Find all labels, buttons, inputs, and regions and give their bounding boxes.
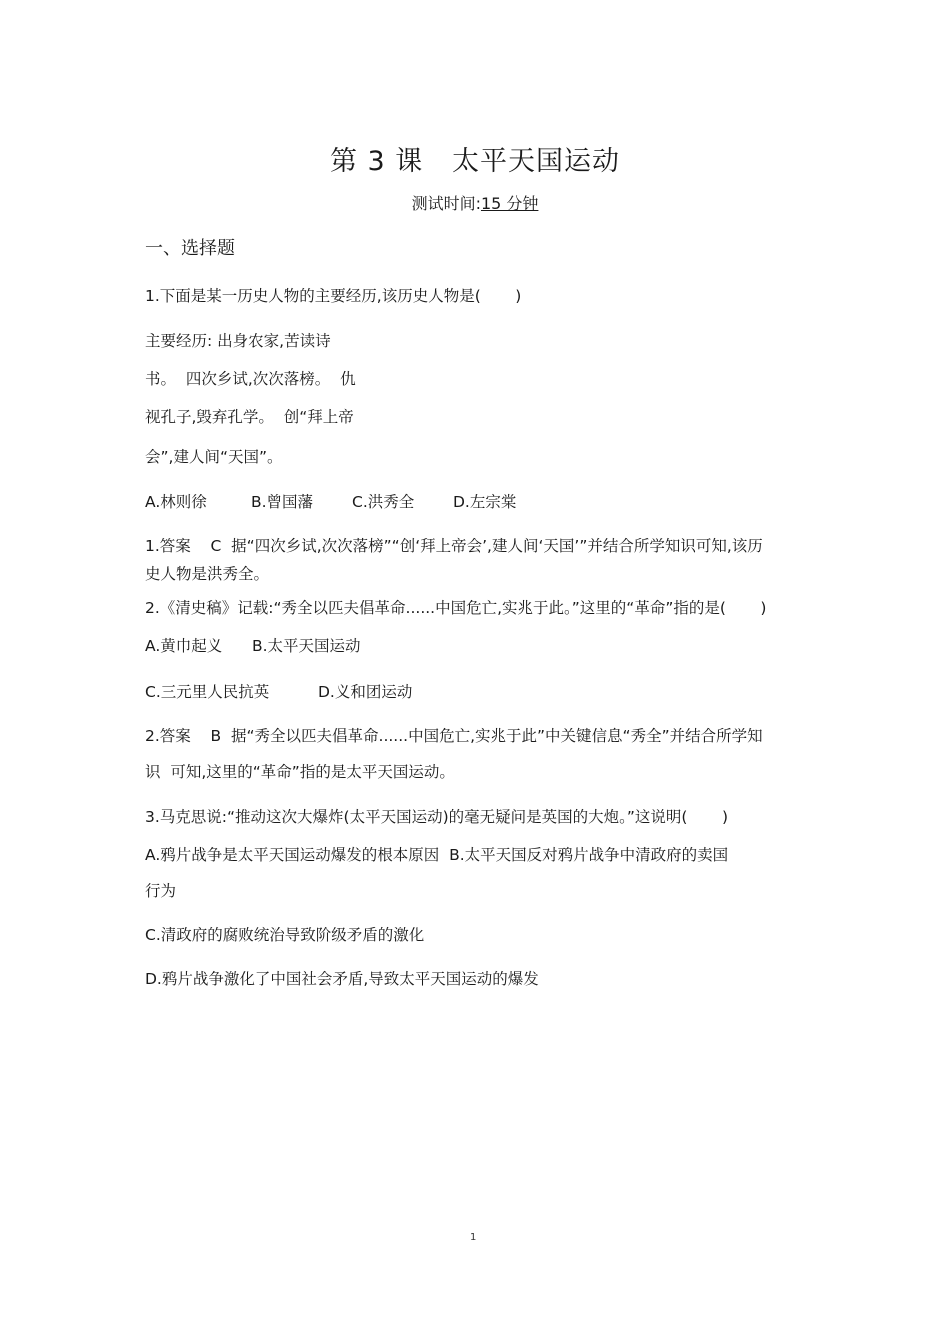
- question-2-answer-cont: 识 可知,这里的“革命”指的是太平天国运动。: [145, 763, 455, 781]
- question-2-stem: 2.《清史稿》记载:“秀全以匹夫倡革命......中国危亡,实兆于此。”这里的“革命”指的是( ): [145, 599, 767, 617]
- page-title: 第 3 课 太平天国运动: [329, 146, 621, 177]
- question-1-answer: 1.答案 C 据“四次乡试,次次落榜”“创‘拜上帝会’,建人间‘天国’”并结合所学知识可知,该历: [145, 537, 763, 555]
- question-1-option-a: A.林则徐: [145, 493, 207, 511]
- test-time: [0, 191, 950, 214]
- question-2-option-a: A.黄巾起义: [145, 637, 223, 655]
- question-3-option-a-b: A.鸦片战争是太平天国运动爆发的根本原因 B.太平天国反对鸦片战争中清政府的卖国: [145, 846, 729, 864]
- question-1-context-line: 会”,建人间“天国”。: [145, 448, 283, 466]
- question-1-option-d: D.左宗棠: [453, 493, 517, 511]
- question-2-option-d: D.义和团运动: [318, 683, 413, 701]
- question-2-option-b: B.太平天国运动: [252, 637, 361, 655]
- section-title: 一、选择题: [145, 238, 235, 259]
- question-3-option-c: C.清政府的腐败统治导致阶级矛盾的激化: [145, 926, 425, 944]
- question-2-option-c: C.三元里人民抗英: [145, 683, 270, 701]
- question-1-context-line: 主要经历: 出身农家,苦读诗: [145, 332, 331, 350]
- question-1-option-c: C.洪秀全: [352, 493, 415, 511]
- page-number: 1: [470, 1232, 477, 1243]
- question-2-answer: 2.答案 B 据“秀全以匹夫倡革命......中国危亡,实兆于此”中关键信息“秀全”并结合所学知: [145, 727, 763, 745]
- question-3-stem: 3.马克思说:“推动这次大爆炸(太平天国运动)的毫无疑问是英国的大炮。”这说明( ): [145, 808, 729, 826]
- question-3-option-b-cont: 行为: [145, 882, 177, 900]
- test-time-label: 测试时间:: [411, 194, 481, 213]
- question-3-option-d: D.鸦片战争激化了中国社会矛盾,导致太平天国运动的爆发: [145, 970, 539, 988]
- question-1-option-b: B.曾国藩: [251, 493, 314, 511]
- question-1-context-line: 书。 四次乡试,次次落榜。 仇: [145, 370, 356, 388]
- question-1-context-line: 视孔子,毁弃孔学。 创“拜上帝: [145, 408, 354, 426]
- test-time-value: 15 分钟: [480, 194, 539, 213]
- question-1-stem: 1.下面是某一历史人物的主要经历,该历史人物是( ): [145, 287, 522, 305]
- question-1-answer-cont: 史人物是洪秀全。: [145, 565, 270, 583]
